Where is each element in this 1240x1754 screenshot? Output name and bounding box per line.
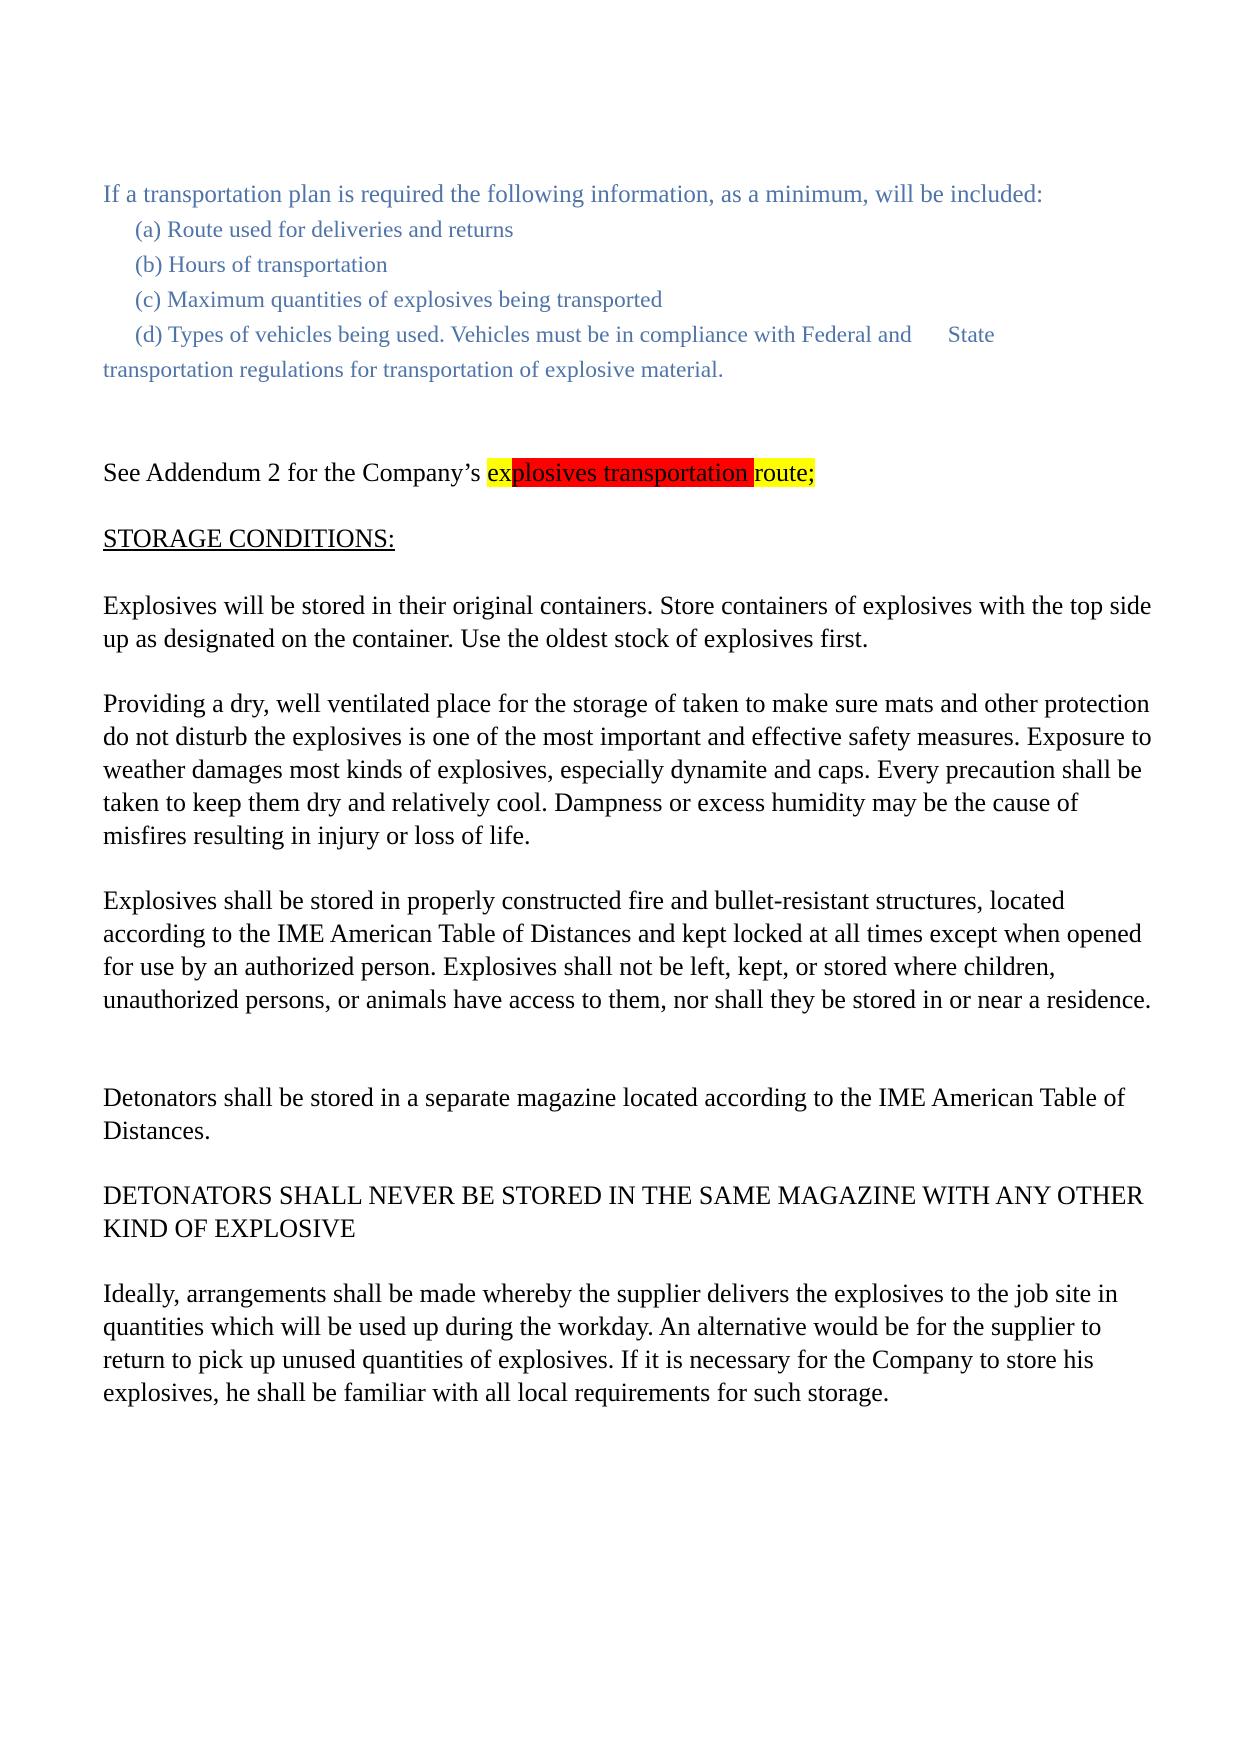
storage-conditions-heading: STORAGE CONDITIONS: (103, 524, 396, 553)
storage-paragraph-detonators: Detonators shall be stored in a separate magazine located according to the IME American Table of Distances. (103, 1083, 1126, 1145)
list-item-quantities: (c) Maximum quantities of explosives being transported (135, 287, 663, 313)
transportation-plan-intro: If a transportation plan is required the following information, as a minimum, will be included: (103, 181, 1044, 208)
highlight-red: plosives transportation (511, 458, 755, 487)
highlight-yellow-1: ex (487, 458, 512, 487)
highlight-yellow-2: route; (754, 458, 816, 487)
list-item-vehicles-line-1 (103, 318, 1143, 353)
storage-paragraph-containers: Explosives will be stored in their original containers. Store containers of explosives with the top side up as designated on the container. Use the oldest stock of explosives first. (103, 591, 1152, 653)
addendum-reference (103, 456, 1153, 489)
list-item-route: (a) Route used for deliveries and returns (135, 217, 514, 243)
list-item-vehicles-line-2: transportation regulations for transportation of explosive material. (103, 357, 724, 383)
addendum-prefix: See Addendum 2 for the Company’s (103, 458, 488, 487)
list-item-vehicles (103, 318, 1143, 388)
storage-paragraph-warning: DETONATORS SHALL NEVER BE STORED IN THE SAME MAGAZINE WITH ANY OTHER KIND OF EXPLOSIVE (103, 1181, 1144, 1243)
storage-paragraph-structures: Explosives shall be stored in properly constructed fire and bullet-resistant structures, located according to the IME American Table of Distances and kept locked at all times except when opened for use by an authorized person. Explosives shall not be left, kept, or stored where children, unauthorized persons, or animals have access to them, nor shall they be stored in or near a residence. (103, 886, 1152, 1014)
list-item-vehicles-state: State (947, 322, 995, 348)
storage-paragraph-dry-place: Providing a dry, well ventilated place for the storage of taken to make sure mats and other protection do not disturb the explosives is one of the most important and effective safety measures. Exposure to weather damages most kinds of explosives, especially dynamite and caps. Every precaution shall be taken to keep them dry and relatively cool. Dampness or excess humidity may be the cause of misfires resulting in injury or loss of life. (103, 689, 1152, 850)
list-item-vehicles-text: (d) Types of vehicles being used. Vehicles must be in compliance with Federal and (135, 322, 912, 348)
list-item-hours: (b) Hours of transportation (135, 252, 388, 278)
storage-paragraph-supplier: Ideally, arrangements shall be made whereby the supplier delivers the explosives to the job site in quantities which will be used up during the workday. An alternative would be for the supplier to return to pick up unused quantities of explosives. If it is necessary for the Company to store his explosives, he shall be familiar with all local requirements for such storage. (103, 1279, 1118, 1407)
transportation-plan-section (103, 176, 1143, 388)
